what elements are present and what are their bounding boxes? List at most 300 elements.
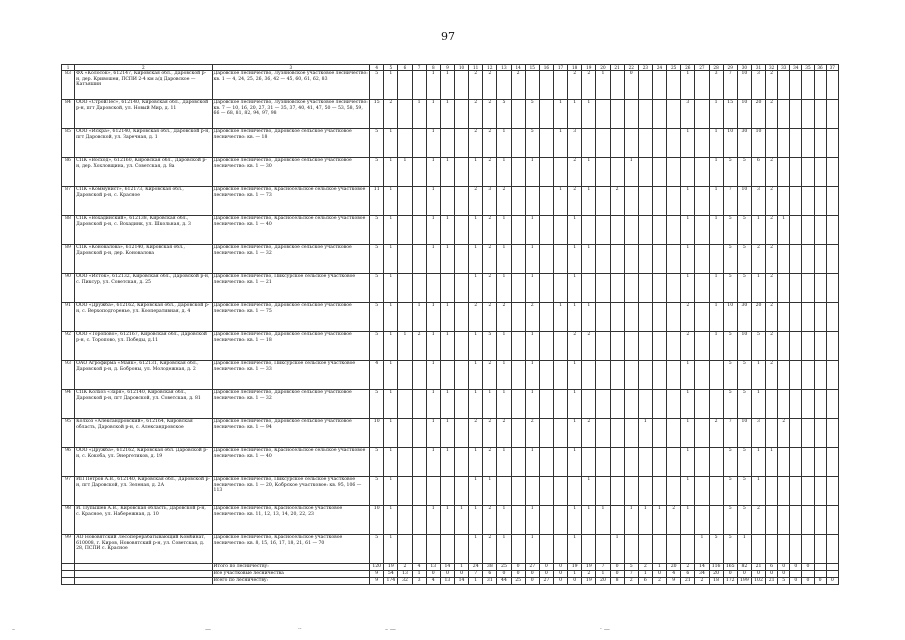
value-cell [596,361,610,390]
total-value-cell: 0 [723,571,737,578]
value-cell [667,158,681,187]
column-number: 27 [695,65,709,71]
value-cell [638,100,652,129]
value-cell [826,506,838,535]
value-cell [802,303,814,332]
value-cell: 1 [384,71,398,100]
total-value-cell: 1 [568,571,582,578]
row-number: 95 [62,419,75,448]
value-cell [596,158,610,187]
value-cell [412,129,426,158]
column-number: 9 [440,65,454,71]
value-cell: 10 [737,71,751,100]
value-cell: 2 [766,361,778,390]
value-cell [624,274,638,303]
total-value-cell: 24 [469,564,483,571]
value-cell [582,274,596,303]
value-cell [638,245,652,274]
value-cell [454,535,468,564]
value-cell: 1 [553,303,567,332]
value-cell: 2 [751,506,765,535]
total-value-cell: 2 [398,564,412,571]
value-cell [497,477,511,506]
value-cell: 2 [469,71,483,100]
value-cell [802,158,814,187]
value-cell [624,390,638,419]
value-cell [610,129,624,158]
value-cell: 2 [667,506,681,535]
value-cell: 1 [469,245,483,274]
value-cell [814,216,826,245]
total-value-cell: 102 [751,578,765,585]
value-cell: 1 [497,332,511,361]
value-cell [695,100,709,129]
value-cell: 1 [497,129,511,158]
totals-row [62,571,839,578]
organization-cell: Колхоз «Александровский», 612164, Кировская область, Даровской р-н, с. Александровское [75,419,212,448]
value-cell [638,361,652,390]
value-cell [511,390,525,419]
value-cell: 3 [681,100,695,129]
value-cell: 2 [681,303,695,332]
value-cell: 1 [553,100,567,129]
value-cell: 1 [497,245,511,274]
total-value-cell: 7 [596,564,610,571]
total-value-cell: 14 [695,564,709,571]
value-cell [412,390,426,419]
value-cell [652,303,666,332]
value-cell [398,245,412,274]
value-cell: 1 [426,245,440,274]
value-cell [695,216,709,245]
value-cell [582,390,596,419]
value-cell [398,535,412,564]
value-cell [454,419,468,448]
location-cell: Даровское лесничество, Даровское сельское участковое лесничество: кв. 1 — 32 [212,390,370,419]
value-cell: 2 [412,332,426,361]
row-number: 97 [62,477,75,506]
value-cell: 1 [582,158,596,187]
value-cell [539,100,553,129]
value-cell [596,245,610,274]
organization-cell: ООО «Торопово», 612167, Кировская обл., Даровской р-н, с. Торопово, ул. Победы, д.11 [75,332,212,361]
value-cell [624,216,638,245]
total-value-cell: 0 [553,564,567,571]
total-value-cell: 14 [440,564,454,571]
total-value-cell: 1 [454,564,468,571]
column-number: 16 [539,65,553,71]
value-cell [539,71,553,100]
value-cell: 5 [737,274,751,303]
value-cell: 5 [370,129,384,158]
table-row [62,100,839,129]
value-cell [778,158,790,187]
value-cell: 1 [737,535,751,564]
value-cell [440,129,454,158]
value-cell [610,158,624,187]
value-cell: 5 [525,129,539,158]
column-number: 33 [778,65,790,71]
value-cell: 3 [568,129,582,158]
value-cell: 1 [568,216,582,245]
value-cell [539,506,553,535]
row-number: 88 [62,216,75,245]
value-cell [667,71,681,100]
value-cell [440,477,454,506]
total-value-cell: 0 [778,571,790,578]
value-cell [624,419,638,448]
value-cell [553,71,567,100]
value-cell: 1 [751,390,765,419]
column-number: 17 [553,65,567,71]
value-cell: 5 [723,245,737,274]
value-cell: 1 [681,216,695,245]
total-value-cell: 0 [539,571,553,578]
row-number: 99 [62,535,75,564]
value-cell [525,477,539,506]
value-cell [826,477,838,506]
total-value-cell: 20 [709,571,723,578]
value-cell [582,129,596,158]
value-cell [814,100,826,129]
value-cell: 10 [723,303,737,332]
value-cell: 1 [497,158,511,187]
column-number: 12 [483,65,497,71]
value-cell: 1 [384,158,398,187]
value-cell [778,506,790,535]
value-cell: 1 [426,129,440,158]
value-cell [652,274,666,303]
table-row [62,187,839,216]
value-cell: 1 [497,535,511,564]
value-cell [802,216,814,245]
value-cell [814,332,826,361]
value-cell [539,216,553,245]
value-cell [652,129,666,158]
value-cell [638,216,652,245]
value-cell: 1 [384,187,398,216]
value-cell [652,71,666,100]
column-number: 4 [370,65,384,71]
value-cell [511,129,525,158]
value-cell: 1 [384,216,398,245]
value-cell: 5 [737,216,751,245]
value-cell [709,245,723,274]
value-cell [539,419,553,448]
table-row [62,448,839,477]
value-cell: 5 [709,535,723,564]
value-cell: 1 [638,419,652,448]
location-cell: Даровское лесничество, Даровское сельское участковое лесничество: кв. 1 — 75 [212,303,370,332]
value-cell: 1 [384,477,398,506]
value-cell [412,245,426,274]
value-cell [638,187,652,216]
location-cell: Даровское лесничество, Пиксурское сельское участковое лесничество: кв. 1 — 21 [212,274,370,303]
value-cell [826,361,838,390]
value-cell [398,390,412,419]
value-cell [398,100,412,129]
value-cell [454,187,468,216]
value-cell [667,535,681,564]
value-cell: 1 [426,332,440,361]
total-value-cell: 2 [624,578,638,585]
value-cell: 1 [398,158,412,187]
value-cell: 2 [766,303,778,332]
total-value-cell: 21 [766,578,778,585]
value-cell: 1 [483,477,497,506]
value-cell: 1 [568,448,582,477]
total-value-cell: 0 [553,578,567,585]
value-cell: 2 [610,187,624,216]
value-cell [814,245,826,274]
value-cell [525,187,539,216]
value-cell: 2 [511,71,525,100]
value-cell [596,535,610,564]
value-cell: 3 [751,419,765,448]
value-cell: 1 [596,506,610,535]
value-cell [695,274,709,303]
value-cell: 1 [440,303,454,332]
total-value-cell [790,571,802,578]
total-value-cell: 9 [667,578,681,585]
value-cell: 2 [709,419,723,448]
value-cell [709,506,723,535]
value-cell [790,129,802,158]
value-cell [778,100,790,129]
column-number: 36 [814,65,826,71]
value-cell: 1 [426,448,440,477]
column-number: 5 [384,65,398,71]
value-cell: 1 [384,129,398,158]
column-number: 32 [766,65,778,71]
value-cell [826,71,838,100]
value-cell [695,332,709,361]
value-cell: 1 [709,332,723,361]
value-cell [624,535,638,564]
total-value-cell: 27 [539,578,553,585]
value-cell: 1 [681,274,695,303]
table-row [62,419,839,448]
value-cell [412,187,426,216]
value-cell [454,448,468,477]
value-cell: 1 [469,477,483,506]
value-cell [790,216,802,245]
column-number: 14 [511,65,525,71]
value-cell: 1 [751,216,765,245]
row-number: 86 [62,158,75,187]
value-cell [454,129,468,158]
value-cell [398,361,412,390]
column-number: 22 [624,65,638,71]
value-cell [610,274,624,303]
value-cell [667,245,681,274]
value-cell: 1 [525,535,539,564]
value-cell [398,274,412,303]
value-cell: 2 [778,419,790,448]
value-cell [610,419,624,448]
value-cell: 5 [737,477,751,506]
total-value-cell: 165 [723,564,737,571]
value-cell: 1 [469,390,483,419]
value-cell [681,158,695,187]
column-number: 7 [412,65,426,71]
value-cell: 5 [723,216,737,245]
value-cell: 1 [638,506,652,535]
value-cell: 1 [469,448,483,477]
value-cell [624,332,638,361]
value-cell: 1 [440,71,454,100]
value-cell [398,419,412,448]
value-cell: 1 [778,216,790,245]
column-number: 18 [568,65,582,71]
value-cell: 2 [483,245,497,274]
total-value-cell [826,571,838,578]
total-value-cell: 0 [751,571,765,578]
value-cell: 2 [525,419,539,448]
value-cell [582,216,596,245]
value-cell: 1 [525,506,539,535]
value-cell [814,390,826,419]
value-cell [695,303,709,332]
value-cell [511,245,525,274]
value-cell: 1 [525,158,539,187]
value-cell: 2 [582,71,596,100]
value-cell: 10 [370,506,384,535]
value-cell [667,390,681,419]
value-cell: 1 [624,158,638,187]
value-cell [814,129,826,158]
column-number: 24 [652,65,666,71]
total-value-cell: 31 [483,578,497,585]
value-cell [766,506,778,535]
value-cell: 5 [723,448,737,477]
value-cell: 5 [370,158,384,187]
value-cell [553,506,567,535]
value-cell [596,100,610,129]
value-cell [778,129,790,158]
value-cell [826,390,838,419]
value-cell: 1 [469,506,483,535]
value-cell: 5 [737,448,751,477]
total-value-cell: 34 [695,571,709,578]
value-cell [790,303,802,332]
total-value-cell: 1 [638,571,652,578]
value-cell [826,303,838,332]
value-cell: 1 [582,187,596,216]
value-cell: 5 [723,477,737,506]
total-value-cell: 2 [681,564,695,571]
column-number: 25 [667,65,681,71]
value-cell [667,129,681,158]
value-cell [624,448,638,477]
value-cell: 2 [483,419,497,448]
row-number: 91 [62,303,75,332]
total-value-cell: 25 [497,564,511,571]
value-cell [539,477,553,506]
value-cell [709,477,723,506]
value-cell [802,332,814,361]
total-value-cell: 0 [814,578,826,585]
value-cell: 10 [723,129,737,158]
location-cell: Даровское лесничество, Даровское сельское участковое лесничество: кв. — 18 [212,129,370,158]
value-cell: 2 [766,332,778,361]
value-cell [454,158,468,187]
total-value-cell: 7 [624,571,638,578]
page-number: 97 [441,30,455,43]
value-cell [624,129,638,158]
value-cell: 2 [568,71,582,100]
value-cell [814,448,826,477]
table-row [62,535,839,564]
value-cell: 1 [525,390,539,419]
total-value-cell: 0 [790,564,802,571]
total-value-cell: 6 [483,571,497,578]
total-value-cell: 19 [568,564,582,571]
value-cell [412,535,426,564]
value-cell: 3 [709,71,723,100]
value-cell [398,448,412,477]
total-value-cell: 54 [384,571,398,578]
value-cell: 2 [469,419,483,448]
value-cell: 2 [766,71,778,100]
total-value-cell: 0 [525,578,539,585]
value-cell: 2 [766,216,778,245]
totals-row [62,564,839,571]
value-cell [511,332,525,361]
total-value-cell: 174 [384,578,398,585]
value-cell: 1 [681,506,695,535]
column-number: 23 [638,65,652,71]
value-cell [638,71,652,100]
location-cell: Даровское лесничество, Пиксурское сельское участковое лесничество: кв. 1 — 20, Кобрское участковое: кв. 95, 106 — 113 [212,477,370,506]
total-value-cell: 21 [751,564,765,571]
value-cell [596,390,610,419]
total-value-cell: 82 [737,564,751,571]
column-number: 6 [398,65,412,71]
total-value-cell: 9 [370,571,384,578]
organization-cell: ООО «СтройЛес», 612140, Кировская обл., Даровской р-н, пгт Даровской, ул. Новый Мир, д. 11 [75,100,212,129]
total-value-cell: 4 [412,564,426,571]
value-cell [539,361,553,390]
scan-mark: ·· [298,626,302,633]
row-number: 85 [62,129,75,158]
location-cell: Даровское лесничество, Даровское сельское участковое лесничество: кв. 1 — 30 [212,158,370,187]
total-value-cell: 25 [511,578,525,585]
value-cell [412,158,426,187]
value-cell [652,158,666,187]
value-cell [610,71,624,100]
value-cell: 3 [483,187,497,216]
value-cell: 30 [737,303,751,332]
total-value-cell: 4 [426,578,440,585]
value-cell [695,448,709,477]
value-cell: 5 [370,477,384,506]
value-cell [398,216,412,245]
value-cell [497,71,511,100]
value-cell [440,274,454,303]
total-value-cell: 1 [596,571,610,578]
value-cell: 5 [723,158,737,187]
total-value-cell: 0 [511,564,525,571]
value-cell [412,448,426,477]
total-value-cell: 2 [582,571,596,578]
table-row [62,71,839,100]
total-value-cell: 6 [766,564,778,571]
row-number: 94 [62,390,75,419]
value-cell: 1 [681,390,695,419]
row-number: 87 [62,187,75,216]
value-cell: 2 [751,245,765,274]
